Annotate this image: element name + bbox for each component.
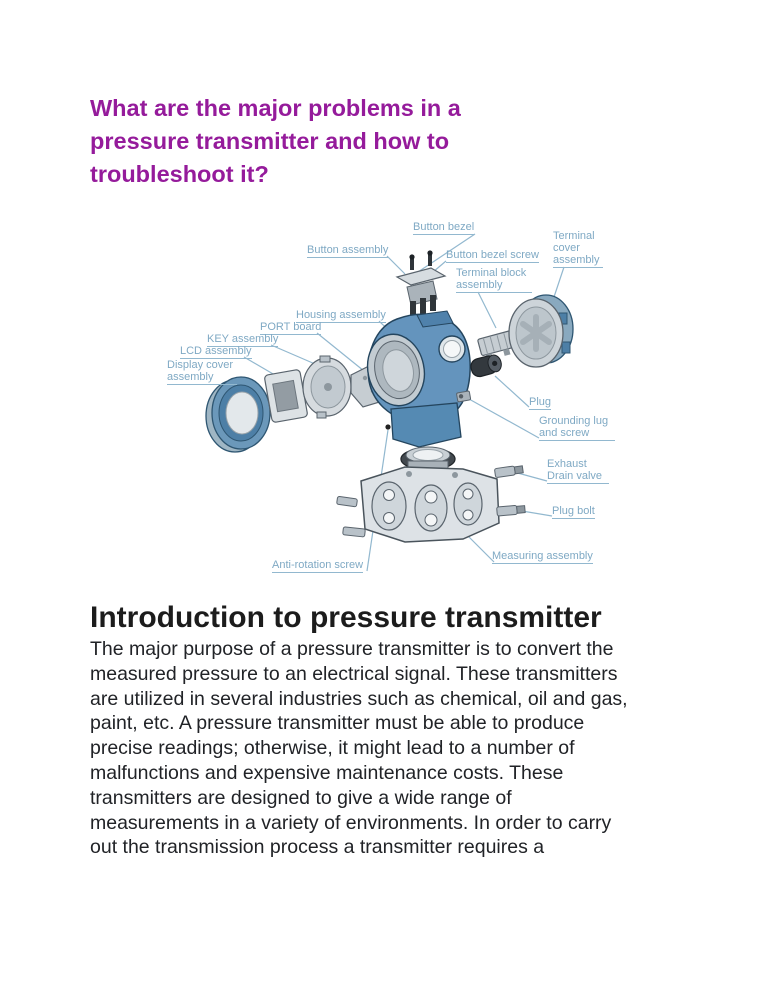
diagram-label-lcd-assembly: LCD assembly (180, 345, 252, 357)
part-exhaust-drain-valve (494, 465, 523, 478)
diagram-label-exhaust-drain-valve: Exhaust Drain valve (547, 458, 609, 484)
diagram-label-display-cover-assembly: Display cover assembly (167, 359, 237, 385)
diagram-label-plug-bolt: Plug bolt (552, 505, 595, 517)
part-measuring-assembly (337, 447, 526, 542)
paragraph-line: paint, etc. A pressure transmitter must be able to produce (90, 712, 585, 735)
part-key-assembly (303, 356, 351, 418)
paragraph-line: precise readings; otherwise, it might lead to a number of (90, 737, 575, 760)
title-line: What are the major problems in a (90, 95, 461, 121)
diagram-label-button-bezel: Button bezel (413, 221, 475, 233)
paragraph-line: transmitters are designed to give a wide range of (90, 786, 512, 809)
part-lcd-assembly (264, 369, 308, 423)
part-terminal-cover (509, 295, 573, 367)
diagram-label-housing-assembly: Housing assembly (296, 309, 386, 321)
intro-paragraph (90, 637, 700, 860)
diagram-label-terminal-block-assembly: Terminal block assembly (456, 267, 532, 293)
diagram-label-button-assembly: Button assembly (307, 244, 389, 256)
diagram-label-port-board: PORT board (260, 321, 322, 333)
diagram-label-button-bezel-screw: Button bezel screw (446, 249, 539, 261)
transmitter-exploded-diagram (165, 215, 615, 585)
diagram-label-measuring-assembly: Measuring assembly (492, 550, 593, 562)
part-display-cover (206, 377, 270, 452)
diagram-label-grounding-lug-and-screw: Grounding lug and screw (539, 415, 615, 441)
title-line: pressure transmitter and how to (90, 128, 450, 154)
part-button-assembly (397, 250, 445, 317)
paragraph-line: The major purpose of a pressure transmitter is to convert the (90, 638, 614, 660)
part-plug (469, 353, 503, 378)
section-heading: Introduction to pressure transmitter (90, 601, 602, 634)
paragraph-line: are utilized in several industries such as chemical, oil and gas, (90, 687, 628, 710)
diagram-label-terminal-cover-assembly: Terminal cover assembly (553, 230, 603, 268)
paragraph-line: measurements in a variety of environments. In order to carry (90, 811, 612, 834)
paragraph-line: malfunctions and expensive maintenance costs. These (90, 761, 564, 784)
paragraph-line: out the transmission process a transmitter requires a (90, 836, 545, 859)
paragraph-line: measured pressure to an electrical signal. These transmitters (90, 662, 618, 685)
part-housing (361, 311, 470, 447)
article-title (90, 92, 630, 191)
part-anti-rotation-screw (385, 424, 390, 429)
title-line: troubleshoot it? (90, 161, 269, 187)
part-grounding-lug (456, 391, 470, 402)
diagram-label-anti-rotation-screw: Anti-rotation screw (272, 559, 364, 571)
part-plug-bolt (497, 505, 526, 516)
diagram-label-plug: Plug (529, 396, 552, 408)
diagram-label-key-assembly: KEY assembly (207, 333, 279, 345)
